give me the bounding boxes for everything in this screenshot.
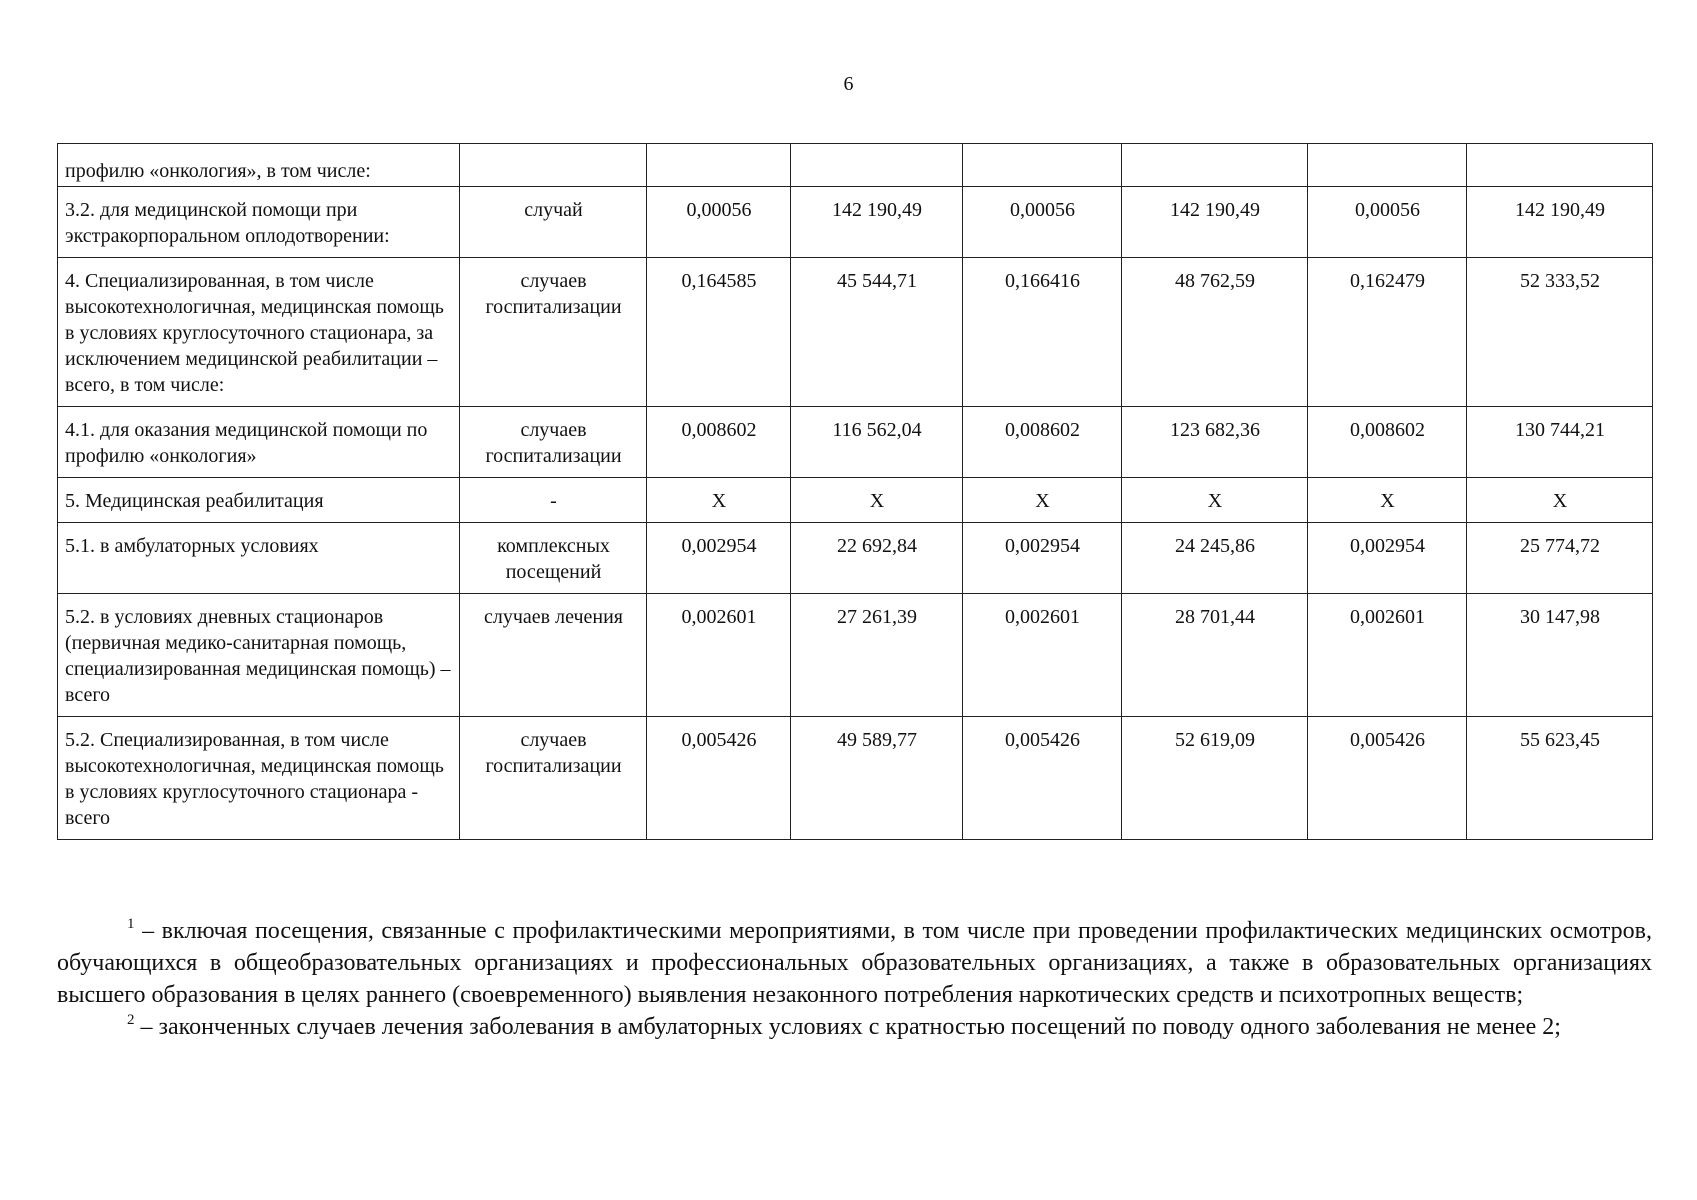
table-row (58, 478, 1653, 523)
volume-cell: X (963, 478, 1122, 523)
volume-cell: 0,00056 (647, 187, 791, 258)
table-row (58, 144, 1653, 187)
cost-cell (791, 144, 963, 187)
unit-cell: случай (460, 187, 647, 258)
volume-cell: 0,164585 (647, 258, 791, 407)
cost-cell: 52 333,52 (1467, 258, 1653, 407)
indicator-cell: 4.1. для оказания медицинской помощи по профилю «онкология» (58, 407, 460, 478)
cost-cell: 116 562,04 (791, 407, 963, 478)
volume-cell: 0,162479 (1308, 258, 1467, 407)
volume-cell: 0,00056 (1308, 187, 1467, 258)
cost-cell: 27 261,39 (791, 594, 963, 717)
cost-cell: 45 544,71 (791, 258, 963, 407)
data-table (57, 143, 1653, 840)
footnote-mark: 1 (127, 916, 135, 932)
indicator-cell: 5.2. в условиях дневных стационаров (первичная медико-санитарная помощь, специализированная медицинская помощь) – всего (58, 594, 460, 717)
footnote-2 (57, 1011, 1652, 1043)
cost-cell: 130 744,21 (1467, 407, 1653, 478)
indicator-cell: 3.2. для медицинской помощи при экстракорпоральном оплодотворении: (58, 187, 460, 258)
volume-cell: 0,008602 (1308, 407, 1467, 478)
unit-cell: - (460, 478, 647, 523)
indicator-cell: 4. Специализированная, в том числе высокотехнологичная, медицинская помощь в условиях круглосуточного стационара, за исключением медицинской реабилитации – всего, в том числе: (58, 258, 460, 407)
cost-cell (1122, 144, 1308, 187)
cost-cell: 142 190,49 (791, 187, 963, 258)
unit-cell: случаев лечения (460, 594, 647, 717)
cost-cell: 55 623,45 (1467, 717, 1653, 840)
table-row (58, 407, 1653, 478)
table-row (58, 523, 1653, 594)
volume-cell: 0,00056 (963, 187, 1122, 258)
cost-cell: 49 589,77 (791, 717, 963, 840)
unit-cell (460, 144, 647, 187)
volume-cell: 0,008602 (647, 407, 791, 478)
cost-cell: 30 147,98 (1467, 594, 1653, 717)
volume-cell: X (647, 478, 791, 523)
table-row (58, 717, 1653, 840)
table-row (58, 187, 1653, 258)
volume-cell: 0,002954 (963, 523, 1122, 594)
indicator-cell: профилю «онкология», в том числе: (58, 144, 460, 187)
table-row (58, 258, 1653, 407)
unit-cell: комплексных посещений (460, 523, 647, 594)
indicator-cell: 5.2. Специализированная, в том числе высокотехнологичная, медицинская помощь в условиях круглосуточного стационара - всего (58, 717, 460, 840)
cost-cell: 28 701,44 (1122, 594, 1308, 717)
cost-cell: 123 682,36 (1122, 407, 1308, 478)
volume-cell: 0,002601 (647, 594, 791, 717)
unit-cell: случаев госпитализации (460, 258, 647, 407)
indicator-cell: 5. Медицинская реабилитация (58, 478, 460, 523)
volume-cell: 0,002954 (647, 523, 791, 594)
page-number: 6 (843, 73, 854, 95)
cost-cell: 142 190,49 (1122, 187, 1308, 258)
cost-cell: 22 692,84 (791, 523, 963, 594)
table-row (58, 594, 1653, 717)
cost-cell: 25 774,72 (1467, 523, 1653, 594)
volume-cell (963, 144, 1122, 187)
cost-cell: X (1122, 478, 1308, 523)
footnote-text: – включая посещения, связанные с профилактическими мероприятиями, в том числе при проведении профилактических медицинских осмотров, обучающихся в общеобразовательных организациях и профессиональных образовательных организациях, а также в образовательных организациях высшего образования в целях раннего (своевременного) выявления незаконного потребления наркотических средств и психотропных веществ; (57, 918, 1652, 1008)
unit-cell: случаев госпитализации (460, 407, 647, 478)
indicator-cell: 5.1. в амбулаторных условиях (58, 523, 460, 594)
volume-cell (1308, 144, 1467, 187)
footnote-mark: 2 (127, 1012, 135, 1028)
volume-cell: 0,008602 (963, 407, 1122, 478)
cost-cell: 142 190,49 (1467, 187, 1653, 258)
footnote-1 (57, 915, 1652, 1011)
volume-cell: 0,005426 (1308, 717, 1467, 840)
cost-cell: 48 762,59 (1122, 258, 1308, 407)
footnote-text: – законченных случаев лечения заболевания в амбулаторных условиях с кратностью посещений по поводу одного заболевания не менее 2; (134, 1014, 1561, 1040)
cost-cell (1467, 144, 1653, 187)
volume-cell: 0,166416 (963, 258, 1122, 407)
unit-cell: случаев госпитализации (460, 717, 647, 840)
volume-cell (647, 144, 791, 187)
cost-cell: 52 619,09 (1122, 717, 1308, 840)
volume-cell: 0,002601 (1308, 594, 1467, 717)
cost-cell: X (791, 478, 963, 523)
volume-cell: X (1308, 478, 1467, 523)
volume-cell: 0,005426 (963, 717, 1122, 840)
cost-cell: 24 245,86 (1122, 523, 1308, 594)
volume-cell: 0,002954 (1308, 523, 1467, 594)
volume-cell: 0,002601 (963, 594, 1122, 717)
cost-cell: X (1467, 478, 1653, 523)
volume-cell: 0,005426 (647, 717, 791, 840)
footnotes (57, 915, 1652, 1043)
